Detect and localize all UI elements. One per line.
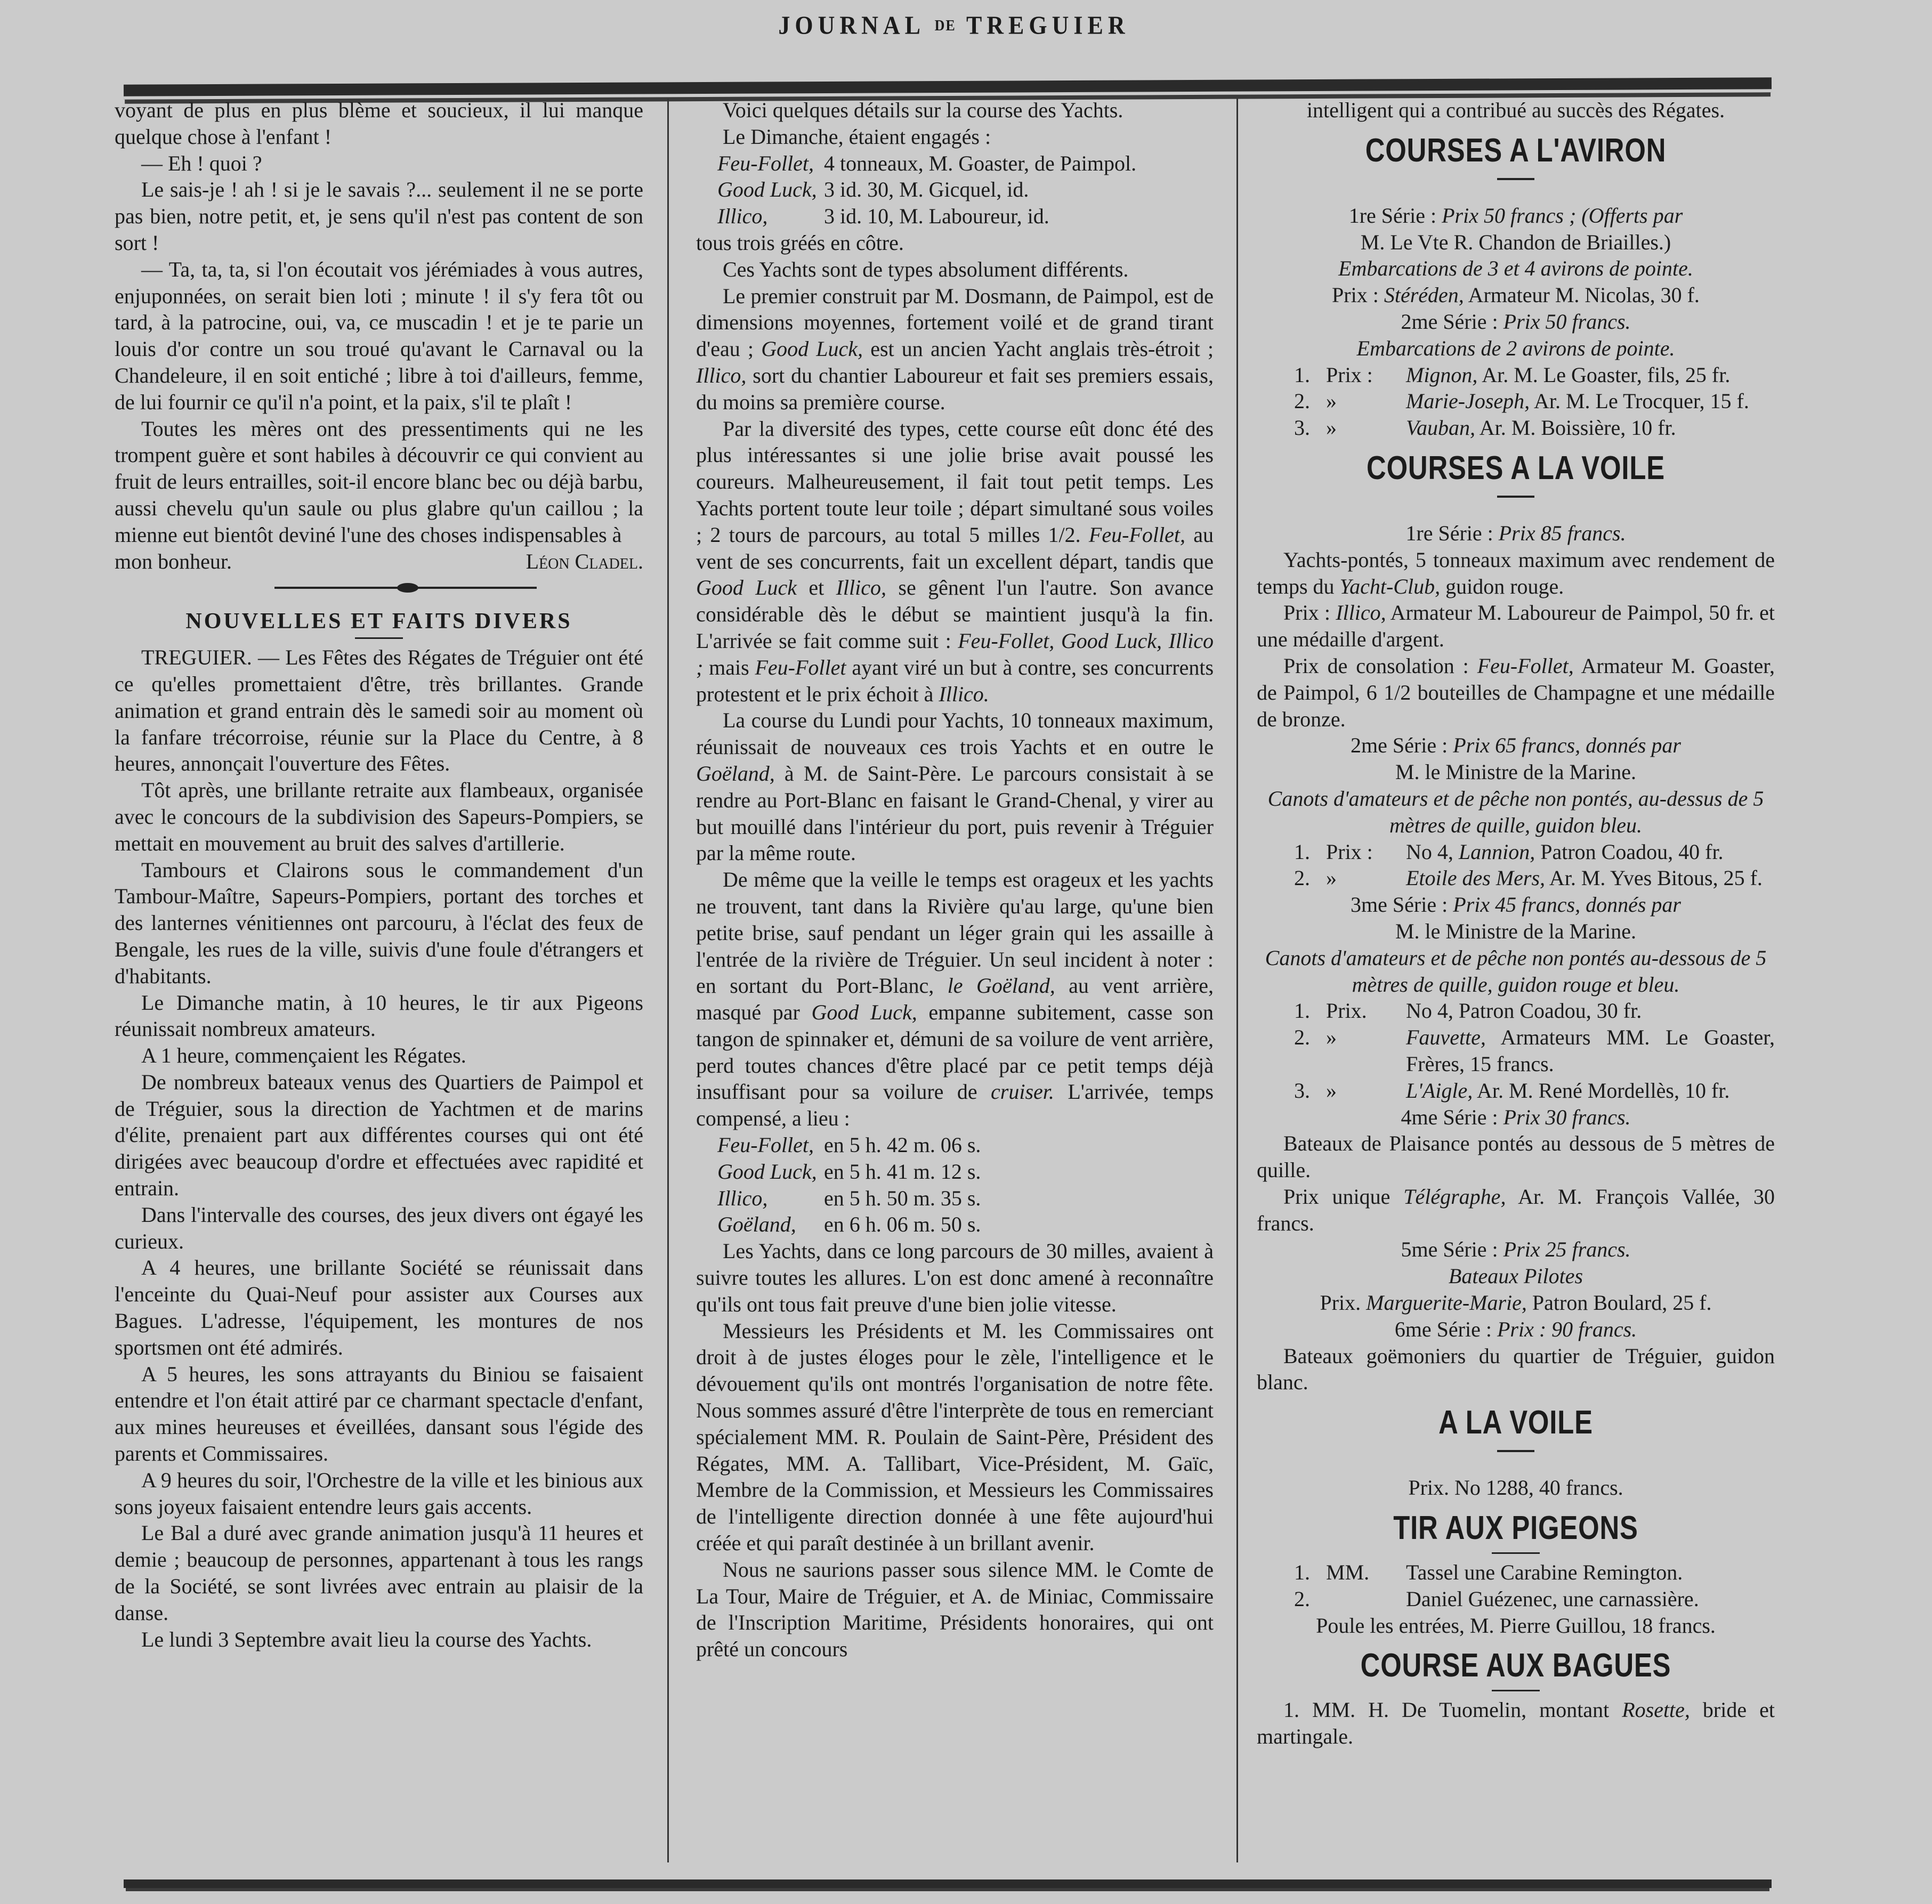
italic-text: Feu-Follet, [717, 1133, 814, 1157]
masthead-journal: JOURNAL [778, 11, 924, 40]
column-regates-results [1257, 97, 1775, 1750]
prize-label: » [1326, 1078, 1337, 1103]
italic-text: Good Luck [696, 576, 797, 600]
paragraph: Dans l'intervalle des courses, des jeux divers ont égayé les curieux. [115, 1202, 643, 1253]
paragraph: De nombreux bateaux venus des Quartiers de Paimpol et de Tréguier, sous la direction de Yachtmen et de marins d'élite, prenaient part aux différentes courses qui ont été dirigées avec beaucoup d'ordre et effectuées avec rapidité et entrain. [115, 1070, 643, 1201]
paragraph: Le Bal a duré avec grande animation jusqu'à 11 heures et demie ; beaucoup de personnes, appartenant à tous les rangs de la Société, se sont livrées avec entrain au plaisir de la danse. [115, 1521, 643, 1625]
section-heading: A LA VOILE [1438, 1404, 1593, 1441]
centered-line: M. le Ministre de la Marine. [1395, 919, 1637, 943]
paragraph: Le premier construit par M. Dosmann, de Paimpol, est de dimensions moyennes, fortement voilé et de grand tirant d'eau ; Good Luck, est un ancien Yacht anglais très-étroit ; Illico, sort du chantier Laboureur et fait ses premiers essais, du moins sa première course. [696, 283, 1214, 414]
paragraph: — Eh ! quoi ? [141, 151, 262, 175]
prize-label: Prix : [1326, 362, 1373, 387]
centered-line: M. le Ministre de la Marine. [1395, 760, 1637, 784]
italic-text: Prix 45 francs, donnés par [1453, 893, 1681, 917]
italic-text: Bateaux Pilotes [1448, 1264, 1583, 1289]
italic-text: Feu-Follet, [717, 151, 814, 175]
centered-line: Poule les entrées, M. Pierre Guillou, 18 francs. [1316, 1613, 1716, 1638]
paragraph: Tambours et Clairons sous le commandement d'un Tambour-Maître, Sapeurs-Pompiers, portant des torches et des lanternes vénitiennes ont parcouru, à l'éclat des feux de Bengale, les rues de la ville, suivis d'une foule d'étrangers et d'habitants. [115, 857, 643, 988]
italic-text: Canots d'amateurs et de pêche non pontés au-dessous de 5 mètres de quille, guidon rouge et bleu. [1265, 945, 1767, 996]
paragraph: Nous ne saurions passer sous silence MM. le Comte de La Tour, Maire de Tréguier, et A. de Miniac, Commissaire de l'Inscription Maritime, Présidents honoraires, qui ont prêté un concours [696, 1557, 1214, 1662]
italic-text: Feu-Follet, [1477, 653, 1574, 678]
centered-line [1257, 255, 1775, 282]
prize-rank: 1. [1294, 839, 1310, 864]
italic-text: Good Luck, [761, 337, 863, 361]
italic-text: Etoile des Mers, [1406, 866, 1546, 890]
paragraph: Le Dimanche matin, à 10 heures, le tir aux Pigeons réunissait nombreux amateurs. [115, 990, 643, 1041]
prize-label: » [1326, 1025, 1337, 1050]
yacht-detail: en 5 h. 50 m. 35 s. [824, 1186, 981, 1210]
centered-line: 3me Série : Prix 45 francs, donnés par [1351, 893, 1681, 917]
italic-text: Prix 50 francs ; (Offerts par [1442, 203, 1683, 228]
paragraph: Par la diversité des types, cette course eût donc été des plus intéressantes si une jolie brise avait poussé les coureurs. Malheureusement, il fait tout petit temps. Les Yachts portent toute leur toile ; départ simultané sous voiles ; 2 tours de parcours, au total 5 milles 1/2. Feu-Follet, au vent de ses concurrents, fait un excellent départ, tandis que Good Luck et Illico, se gênent l'un l'autre. Son avance considérable dès le début se maintient jusqu'à la fin. L'arrivée se fait comme suit : Feu-Follet, Good Luck, Illico ; mais Feu-Follet ayant viré un but à contre, ses concurrents protestent et le prix échoit à Illico. [696, 416, 1214, 706]
italic-text: Marguerite-Marie, [1366, 1291, 1527, 1315]
yacht-detail: en 5 h. 42 m. 06 s. [824, 1133, 981, 1157]
centered-line: Prix. Marguerite-Marie, Patron Boulard, 25 f. [1320, 1291, 1712, 1315]
centered-line [1257, 945, 1775, 998]
prize-rank: 2. [1294, 1586, 1310, 1611]
results-row [696, 203, 1214, 230]
italic-text: Good Luck, [717, 1159, 817, 1184]
italic-text: Télégraphe, [1403, 1184, 1506, 1209]
paragraph: La course du Lundi pour Yachts, 10 tonneaux maximum, réunissait de nouveaux ces trois Yachts et en outre le Goëland, à M. de Saint-Père. Le parcours consistait à se rendre au Port-Blanc en faisant le Grand-Chenal, y virer au but mouillé dans l'intérieur du port, puis revenir à Tréguier par la même route. [696, 708, 1214, 865]
results-row [696, 1132, 1214, 1158]
prize-winner: Fauvette, Armateurs MM. Le Goaster, Frères, 15 francs. [1406, 1025, 1775, 1076]
results-row [696, 1211, 1214, 1238]
paragraph: Toutes les mères ont des pressentiments qui ne les trompent guère et sont habiles à découvrir ce qui convient au fruit de leurs entrailles, soit-il encore blanc bec ou déjà barbu, aussi chevelu qu'un saule ou plus glabre qu'un caillou ; la mienne eut bientôt deviné l'une des choses indispensables à [115, 416, 643, 547]
italic-text: Yacht-Club, [1339, 574, 1441, 598]
prize-winner: Daniel Guézenec, une carnassière. [1406, 1586, 1699, 1611]
masthead-title [735, 10, 1173, 40]
italic-text: Prix 85 francs. [1498, 521, 1626, 545]
centered-line: intelligent qui a contribué au succès des Régates. [1306, 98, 1725, 122]
italic-text: Prix : 90 francs. [1497, 1317, 1637, 1341]
italic-text: Illico, [836, 576, 887, 600]
results-row [696, 1158, 1214, 1185]
column-divider [667, 99, 669, 1862]
italic-text: Goëland, [717, 1212, 796, 1237]
column-divider [1236, 99, 1238, 1862]
yacht-name [717, 203, 824, 230]
paragraph: Le lundi 3 Septembre avait lieu la course des Yachts. [141, 1627, 592, 1651]
italic-text: Prix 30 francs. [1503, 1105, 1631, 1129]
prize-list-item [1257, 362, 1775, 388]
paragraph: Prix : Illico, Armateur M. Laboureur de Paimpol, 50 fr. et une médaille d'argent. [1257, 601, 1775, 652]
heading-dash [1497, 1450, 1534, 1452]
paragraph: Prix unique Télégraphe, Ar. M. François Vallée, 30 francs. [1257, 1184, 1775, 1235]
paragraph: Messieurs les Présidents et M. les Commissaires ont droit à de justes éloges pour le zèle, l'intelligence et le dévouement qu'ils ont montrés l'organisation de notre fête. Nous sommes assuré d'être l'interprète de tous en remerciant spécialement MM. R. Poulain de Saint-Père, Président des Régates, MM. A. Tallibart, Vice-Président, M. Gaïc, Membre de la Commission, et Messieurs les Commissaires de l'intelligente direction donnée à une fête aujourd'hui créée et qui paraît destinée à un brillant avenir. [696, 1318, 1214, 1555]
yacht-name [717, 1132, 824, 1158]
prize-rank: 1. [1294, 1560, 1310, 1585]
centered-line: 4me Série : Prix 30 francs. [1401, 1105, 1631, 1129]
italic-text: Stéréden, [1384, 283, 1464, 307]
yacht-detail: en 6 h. 06 m. 50 s. [824, 1212, 981, 1237]
paragraph: Le sais-je ! ah ! si je le savais ?... seulement il ne se porte pas bien, notre petit, et, je sens qu'il n'est pas content de son sort ! [115, 177, 643, 255]
column-yachts [696, 97, 1214, 1663]
italic-text: Illico. [939, 682, 989, 706]
paragraph: Ces Yachts sont de types absolument différents. [723, 257, 1129, 281]
section-heading: NOUVELLES ET FAITS DIVERS [185, 609, 572, 634]
masthead-treguier: TREGUIER [966, 11, 1130, 40]
italic-text: Illico, [717, 1186, 768, 1210]
section-heading: COURSE AUX BAGUES [1360, 1647, 1671, 1684]
prize-rank: 3. [1294, 416, 1310, 440]
section-heading: TIR AUX PIGEONS [1393, 1510, 1638, 1547]
paragraph: Les Yachts, dans ce long parcours de 30 milles, avaient à suivre toutes les allures. L'on est donc amené à reconnaître qu'ils ont tous fait preuve d'une bien jolie vitesse. [696, 1239, 1214, 1316]
paragraph: 1. MM. H. De Tuomelin, montant Rosette, bride et martingale. [1257, 1698, 1775, 1749]
centered-line: 1re Série : Prix 85 francs. [1405, 521, 1626, 545]
prize-list-item [1257, 865, 1775, 892]
paragraph: Voici quelques détails sur la course des Yachts. [723, 98, 1123, 122]
yacht-detail: 4 tonneaux, M. Goaster, de Paimpol. [824, 151, 1137, 175]
italic-text: Fauvette, [1406, 1025, 1486, 1050]
italic-text: Embarcations de 2 avirons de pointe. [1356, 336, 1675, 360]
prize-list-item [1257, 1024, 1775, 1077]
prize-winner: L'Aigle, Ar. M. René Mordellès, 10 fr. [1406, 1078, 1730, 1103]
yacht-name [717, 150, 824, 177]
yacht-detail: en 5 h. 41 m. 12 s. [824, 1159, 981, 1184]
italic-text: Vauban, [1406, 416, 1475, 440]
yacht-name [717, 1158, 824, 1185]
paragraph: TREGUIER. — Les Fêtes des Régates de Tréguier ont été ce qu'elles promettaient d'être, très brillantes. Grande animation et grand entrain dès le samedi soir au moment où la fanfare trécorroise, réunie sur la Place du Centre, à 8 heures, annonçait l'ouverture des Fêtes. [115, 645, 643, 776]
prize-rank: 3. [1294, 1078, 1310, 1103]
italic-text: Mignon, [1406, 362, 1478, 387]
prize-rank: 2. [1294, 389, 1310, 414]
italic-text: Goëland, [696, 761, 775, 785]
paragraph: Bateaux de Plaisance pontés au dessous de 5 mètres de quille. [1257, 1131, 1775, 1182]
italic-text: le Goëland, [947, 974, 1055, 998]
prize-list-item [1257, 1077, 1775, 1104]
paragraph: voyant de plus en plus blème et soucieux, il lui manque quelque chose à l'enfant ! [115, 98, 643, 149]
italic-text: Feu-Follet, [1088, 522, 1185, 547]
prize-rank: 1. [1294, 362, 1310, 387]
prize-winner: Vauban, Ar. M. Boissière, 10 fr. [1406, 416, 1676, 440]
italic-text: Prix 65 francs, donnés par [1453, 733, 1681, 758]
paragraph-end: mon bonheur. [115, 549, 232, 573]
italic-text: Illico, [1336, 601, 1386, 625]
prize-list-item [1257, 388, 1775, 415]
prize-rank: 2. [1294, 866, 1310, 890]
centered-line [1257, 335, 1775, 362]
centered-line: Prix : Stéréden, Armateur M. Nicolas, 30 f. [1332, 283, 1700, 307]
section-heading: COURSES A L'AVIRON [1365, 132, 1667, 169]
yacht-detail: 3 id. 30, M. Gicquel, id. [824, 177, 1029, 202]
heading-dash [355, 637, 403, 639]
centered-line: Prix. No 1288, 40 francs. [1408, 1476, 1623, 1500]
prize-winner: Tassel une Carabine Remington. [1406, 1560, 1683, 1585]
yacht-name [717, 1211, 824, 1238]
italic-text: Embarcations de 3 et 4 avirons de pointe. [1338, 256, 1693, 281]
paragraph: Le Dimanche, étaient engagés : [723, 124, 991, 149]
paragraph: — Ta, ta, ta, si l'on écoutait vos jérémiades à vous autres, enjuponnées, on serait bien loti ; minute ! il s'y fera tôt ou tard, à la patrocine, oui, va, ce muscadin ! et je te parie un louis d'or contre un sou troué qu'avant le Carnaval ou la Chandeleure, il en soit entiché ; libre à toi d'ailleurs, femme, de lui fournir ce qu'il n'a point, et la paix, s'il te plaît ! [115, 257, 643, 414]
italic-text: cruiser. [991, 1080, 1054, 1104]
italic-text: Rosette, [1622, 1698, 1690, 1722]
prize-winner: No 4, Patron Coadou, 30 fr. [1406, 999, 1642, 1023]
italic-text: Prix 25 francs. [1503, 1237, 1631, 1262]
prize-winner: Marie-Joseph, Ar. M. Le Trocquer, 15 f. [1406, 389, 1749, 414]
prize-list-item [1257, 415, 1775, 441]
prize-winner: Etoile des Mers, Ar. M. Yves Bitous, 25 f. [1406, 866, 1763, 890]
prize-winner: No 4, Lannion, Patron Coadou, 40 fr. [1406, 839, 1724, 864]
paragraph: A 5 heures, les sons attrayants du Biniou se faisaient entendre et l'on était attiré par ce charmant spectacle d'enfant, aux mines heureuses et éveillées, dansant sous l'égide des parents et Commissaires. [115, 1362, 643, 1466]
paragraph: A 4 heures, une brillante Société se réunissait dans l'enceinte du Quai-Neuf pour assister aux Courses aux Bagues. L'adresse, l'équipement, les montures de nos sportsmen ont été admirés. [115, 1255, 643, 1359]
paragraph: tous trois gréés en côtre. [696, 230, 904, 255]
yacht-name [717, 1185, 824, 1212]
top-rule [124, 77, 1772, 99]
prize-label: » [1326, 416, 1337, 440]
prize-label: Prix : [1326, 839, 1373, 864]
paragraph: Tôt après, une brillante retraite aux flambeaux, organisée avec le concours de la subdivision des Sapeurs-Pompiers, se mettait en mouvement au bruit des salves d'artillerie. [115, 778, 643, 855]
prize-list-item [1257, 1586, 1775, 1613]
prize-list-item [1257, 998, 1775, 1024]
yacht-detail: 3 id. 10, M. Laboureur, id. [824, 204, 1049, 229]
heading-dash [1492, 1552, 1540, 1554]
paragraph: A 9 heures du soir, l'Orchestre de la ville et les binious aux sons joyeux faisaient entendre leurs gais accents. [115, 1468, 643, 1519]
centered-line: 5me Série : Prix 25 francs. [1401, 1237, 1631, 1262]
ornamental-rule [115, 580, 643, 596]
heading-dash [1492, 1690, 1540, 1691]
prize-list-item [1257, 1559, 1775, 1586]
prize-rank: 2. [1294, 1025, 1310, 1050]
italic-text: Feu-Follet [755, 655, 846, 679]
italic-text: Prix 50 francs. [1503, 309, 1631, 334]
prize-winner: Mignon, Ar. M. Le Goaster, fils, 25 fr. [1406, 362, 1731, 387]
prize-label: » [1326, 389, 1337, 414]
paragraph-signed [115, 548, 643, 575]
prize-label: Prix. [1326, 999, 1367, 1023]
paragraph: A 1 heure, commençaient les Régates. [141, 1043, 466, 1068]
italic-text: Lannion, [1458, 839, 1535, 864]
italic-text: Marie-Joseph, [1406, 389, 1530, 414]
paragraph: Bateaux goëmoniers du quartier de Tréguier, guidon blanc. [1257, 1343, 1775, 1395]
italic-text: Good Luck, [811, 1000, 917, 1025]
results-row [696, 176, 1214, 203]
centered-line: 6me Série : Prix : 90 francs. [1394, 1317, 1637, 1341]
prize-label [1326, 1586, 1406, 1613]
heading-dash [1497, 496, 1534, 498]
centered-line: 2me Série : Prix 65 francs, donnés par [1351, 733, 1681, 758]
italic-text: Good Luck, [717, 177, 817, 202]
centered-line: M. Le Vte R. Chandon de Briailles.) [1360, 230, 1671, 254]
italic-text: Feu-Follet, Good Luck, Illico ; [696, 628, 1214, 679]
section-heading: COURSES A LA VOILE [1367, 449, 1665, 487]
yacht-name [717, 176, 824, 203]
author-signature: Léon Cladel. [526, 549, 643, 573]
prize-label: MM. [1326, 1560, 1370, 1585]
results-row [696, 150, 1214, 177]
prize-list-item [1257, 839, 1775, 865]
results-row [696, 1185, 1214, 1212]
prize-rank: 1. [1294, 999, 1310, 1023]
masthead-de: DE [934, 17, 956, 34]
italic-text: Illico, [696, 363, 747, 387]
paragraph: De même que la veille le temps est orageux et les yachts ne trouvent, tant dans la Rivière qu'au large, qu'une bien petite brise, sauf pendant un léger grain qui les assaille à l'entrée de la rivière de Tréguier. Un seul incident à noter : en sortant du Port-Blanc, le Goëland, au vent arrière, masqué par Good Luck, empanne subitement, casse son tangon de spinnaker et, démuni de sa voilure de vent arrière, perd toutes chances d'être placé par ce petit temps déjà insuffisant pour sa voilure de cruiser. L'arrivée, temps compensé, a lieu : [696, 868, 1214, 1131]
centered-line: 2me Série : Prix 50 francs. [1401, 309, 1631, 334]
heading-dash [1497, 178, 1534, 180]
paragraph: Prix de consolation : Feu-Follet, Armateur M. Goaster, de Paimpol, 6 1/2 bouteilles de Champagne et une médaille de bronze. [1257, 653, 1775, 731]
centered-line [1257, 785, 1775, 839]
column-feuilleton [115, 97, 643, 1652]
centered-line: 1re Série : Prix 50 francs ; (Offerts par [1348, 203, 1683, 228]
centered-line [1257, 1263, 1775, 1290]
italic-text: L'Aigle, [1406, 1078, 1473, 1103]
italic-text: Canots d'amateurs et de pêche non pontés, au-dessus de 5 mètres de quille, guidon bleu. [1267, 786, 1764, 837]
prize-label: » [1326, 866, 1337, 890]
bottom-rule [124, 1879, 1772, 1888]
paragraph: Yachts-pontés, 5 tonneaux maximum avec rendement de temps du Yacht-Club, guidon rouge. [1257, 547, 1775, 598]
italic-text: Illico, [717, 204, 768, 229]
